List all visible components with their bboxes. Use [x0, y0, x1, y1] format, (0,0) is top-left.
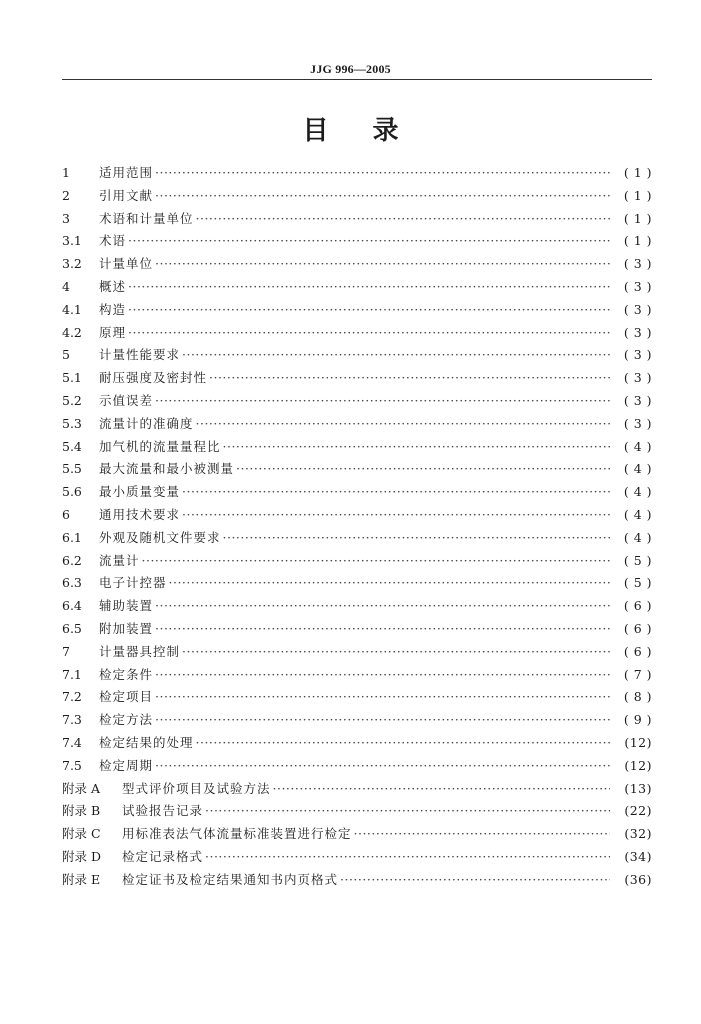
toc-leader-dots [128, 299, 610, 322]
toc-page: ( 8 ) [623, 689, 652, 705]
toc-page: (36) [624, 871, 652, 887]
toc-label: 计量单位 [99, 256, 154, 272]
toc-number: 7.2 [62, 689, 82, 705]
toc-number: 1 [62, 165, 70, 180]
toc-page: (32) [624, 826, 652, 842]
toc-number: 3 [62, 210, 70, 226]
toc-page: (12) [624, 734, 652, 750]
toc-entry [62, 572, 652, 595]
toc-appendix-number: 附录 B [62, 803, 101, 819]
toc-page: ( 1 ) [623, 233, 652, 249]
toc-page: ( 3 ) [623, 415, 652, 431]
toc-entry [62, 367, 652, 390]
toc-leader-dots [182, 504, 610, 527]
toc-leader-dots [128, 230, 610, 253]
toc-number: 5 [62, 347, 70, 363]
toc-leader-dots [155, 390, 610, 413]
toc-number: 2 [62, 187, 70, 203]
toc-entry [62, 230, 652, 253]
toc-page: ( 3 ) [623, 370, 652, 386]
toc-leader-dots [205, 800, 610, 823]
toc-label: 加气机的流量量程比 [99, 438, 221, 454]
standard-code-header: JJG 996—2005 [310, 62, 391, 76]
toc-page: ( 4 ) [623, 506, 652, 522]
toc-label: 用标准表法气体流量标准装置进行检定 [122, 826, 352, 842]
toc-leader-dots [273, 778, 610, 801]
toc-label: 通用技术要求 [99, 506, 181, 522]
toc-label: 电子计控器 [99, 575, 167, 591]
toc-entry [62, 755, 652, 778]
toc-entry [62, 595, 652, 618]
toc-leader-dots [128, 276, 610, 299]
toc-page: ( 5 ) [623, 552, 652, 568]
toc-appendix-entry [62, 778, 652, 801]
header-divider [62, 79, 652, 80]
toc-label: 概述 [99, 278, 127, 294]
toc-number: 7.4 [62, 734, 82, 750]
toc-leader-dots [155, 185, 610, 208]
toc-leader-dots [223, 527, 610, 550]
toc-entry [62, 344, 652, 367]
toc-page: (34) [624, 848, 652, 864]
toc-number: 5.3 [62, 415, 82, 431]
toc-number: 5.1 [62, 370, 82, 386]
toc-leader-dots [196, 208, 610, 231]
toc-label: 检定周期 [99, 757, 154, 773]
toc-label: 最大流量和最小被测量 [99, 461, 235, 477]
toc-entry [62, 436, 652, 459]
toc-page: (22) [624, 803, 652, 819]
toc-leader-dots [354, 823, 610, 846]
toc-leader-dots [196, 732, 610, 755]
toc-entry [62, 686, 652, 709]
toc-page: ( 3 ) [623, 301, 652, 317]
toc-label: 检定条件 [99, 666, 154, 682]
toc-page: ( 3 ) [623, 256, 652, 272]
toc-leader-dots [182, 344, 610, 367]
toc-label: 引用文献 [99, 187, 154, 203]
toc-number: 6.1 [62, 529, 82, 545]
toc-page: (13) [624, 780, 652, 796]
toc-label: 外观及随机文件要求 [99, 529, 221, 545]
toc-label: 检定方法 [99, 712, 154, 728]
toc-label: 术语 [99, 233, 127, 249]
toc-label: 耐压强度及密封性 [99, 370, 208, 386]
toc-number: 6 [62, 506, 70, 522]
toc-label: 示值误差 [99, 392, 154, 408]
toc-leader-dots [182, 641, 610, 664]
toc-page: ( 6 ) [623, 620, 652, 636]
toc-page: ( 3 ) [623, 278, 652, 294]
toc-entry [62, 162, 652, 185]
toc-label: 型式评价项目及试验方法 [122, 780, 271, 796]
toc-label: 术语和计量单位 [99, 210, 194, 226]
toc-number: 3.2 [62, 256, 82, 272]
toc-number: 3.1 [62, 233, 82, 249]
toc-number: 6.3 [62, 575, 82, 591]
toc-page: ( 7 ) [623, 666, 652, 682]
page-title: 目录 [302, 116, 443, 146]
toc-number: 7 [62, 643, 70, 659]
toc-label: 检定项目 [99, 689, 154, 705]
toc-leader-dots [155, 253, 610, 276]
toc-entry [62, 299, 652, 322]
toc-leader-dots [155, 709, 610, 732]
toc-leader-dots [182, 481, 610, 504]
toc-leader-dots [155, 755, 610, 778]
toc-page: ( 1 ) [623, 187, 652, 203]
toc-page: ( 4 ) [623, 438, 652, 454]
toc-page: ( 5 ) [623, 575, 652, 591]
table-of-contents [62, 162, 652, 892]
toc-leader-dots [142, 550, 610, 573]
toc-number: 5.4 [62, 438, 82, 454]
toc-number: 4 [62, 278, 70, 294]
toc-entry [62, 253, 652, 276]
toc-entry [62, 322, 652, 345]
toc-leader-dots [196, 413, 610, 436]
toc-appendix-entry [62, 823, 652, 846]
toc-number: 5.5 [62, 461, 82, 477]
toc-appendix-number: 附录 E [62, 871, 101, 887]
toc-entry [62, 527, 652, 550]
toc-entry [62, 208, 652, 231]
toc-appendix-number: 附录 A [62, 780, 101, 796]
toc-label: 试验报告记录 [122, 803, 204, 819]
toc-label: 计量器具控制 [99, 643, 181, 659]
toc-label: 检定结果的处理 [99, 734, 194, 750]
toc-appendix-number: 附录 D [62, 848, 101, 864]
toc-page: (12) [624, 757, 652, 773]
toc-entry [62, 732, 652, 755]
toc-leader-dots [209, 367, 610, 390]
toc-label: 流量计 [99, 552, 140, 568]
toc-leader-dots [155, 618, 610, 641]
toc-page: ( 4 ) [623, 529, 652, 545]
toc-number: 5.6 [62, 484, 82, 500]
toc-entry [62, 709, 652, 732]
toc-leader-dots [223, 436, 610, 459]
toc-page: ( 4 ) [623, 484, 652, 500]
toc-appendix-entry [62, 846, 652, 869]
toc-entry [62, 481, 652, 504]
toc-leader-dots [340, 869, 610, 892]
toc-number: 6.2 [62, 552, 82, 568]
toc-leader-dots [169, 572, 610, 595]
toc-page: ( 6 ) [623, 643, 652, 659]
toc-entry [62, 458, 652, 481]
toc-number: 4.2 [62, 324, 82, 340]
toc-entry [62, 390, 652, 413]
toc-entry [62, 504, 652, 527]
toc-entry [62, 276, 652, 299]
toc-entry [62, 641, 652, 664]
toc-page: ( 4 ) [623, 461, 652, 477]
toc-appendix-entry [62, 869, 652, 892]
toc-appendix-number: 附录 C [62, 826, 101, 842]
toc-number: 6.5 [62, 620, 82, 636]
toc-entry [62, 618, 652, 641]
toc-page: ( 3 ) [623, 324, 652, 340]
toc-page: ( 3 ) [623, 347, 652, 363]
toc-leader-dots [205, 846, 610, 869]
toc-number: 7.1 [62, 666, 82, 682]
toc-label: 检定证书及检定结果通知书内页格式 [122, 871, 339, 887]
toc-label: 适用范围 [99, 165, 154, 180]
toc-label: 原理 [99, 324, 127, 340]
toc-page: ( 3 ) [623, 392, 652, 408]
toc-label: 构造 [99, 301, 127, 317]
toc-label: 计量性能要求 [99, 347, 181, 363]
toc-page: ( 6 ) [623, 598, 652, 614]
toc-page: ( 1 ) [623, 165, 652, 180]
toc-entry [62, 664, 652, 687]
toc-entry [62, 413, 652, 436]
toc-number: 4.1 [62, 301, 82, 317]
toc-label: 辅助装置 [99, 598, 154, 614]
toc-leader-dots [155, 595, 610, 618]
toc-leader-dots [155, 664, 610, 687]
toc-label: 流量计的准确度 [99, 415, 194, 431]
toc-leader-dots [155, 686, 610, 709]
toc-label: 附加装置 [99, 620, 154, 636]
toc-leader-dots [236, 458, 610, 481]
toc-leader-dots [128, 322, 610, 345]
toc-appendix-entry [62, 800, 652, 823]
toc-label: 检定记录格式 [122, 848, 204, 864]
toc-page: ( 9 ) [623, 712, 652, 728]
toc-entry [62, 185, 652, 208]
toc-entry [62, 550, 652, 573]
toc-page: ( 1 ) [623, 210, 652, 226]
toc-leader-dots [155, 162, 610, 185]
toc-number: 7.3 [62, 712, 82, 728]
toc-label: 最小质量变量 [99, 484, 181, 500]
toc-number: 7.5 [62, 757, 82, 773]
toc-number: 6.4 [62, 598, 82, 614]
toc-number: 5.2 [62, 392, 82, 408]
